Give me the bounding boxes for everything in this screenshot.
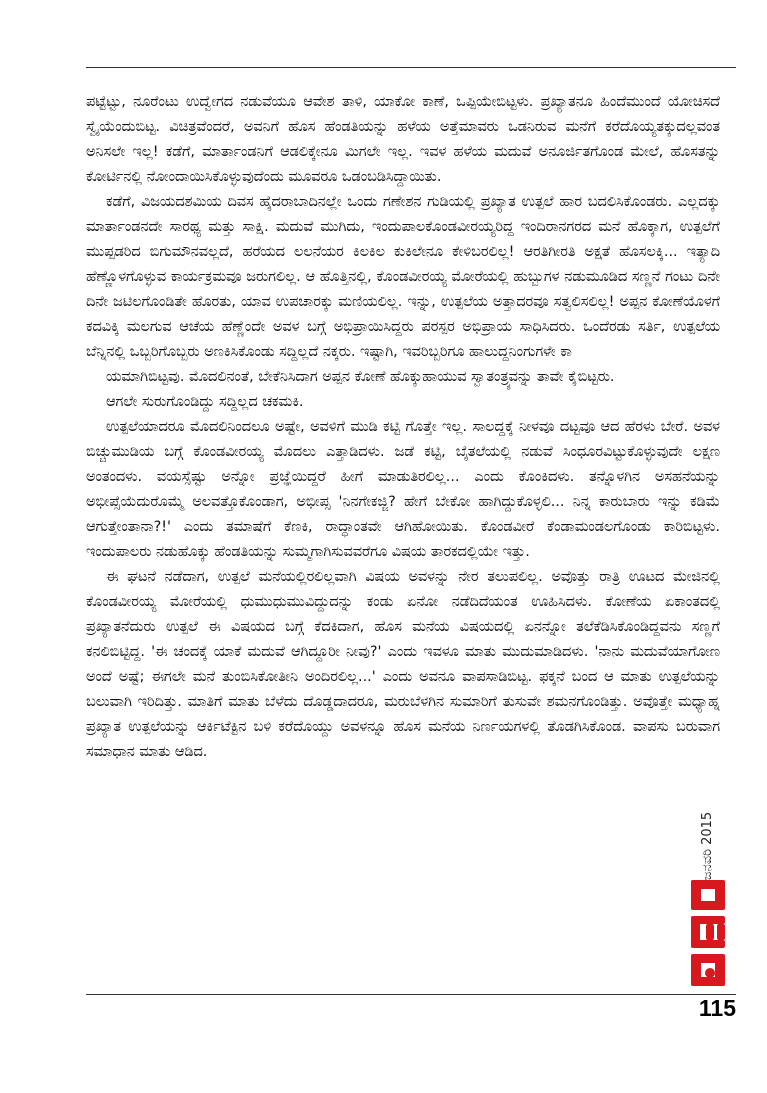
paragraph: ಆಗಲೇ ಸುರುಗೊಂಡಿದ್ದು ಸದ್ದಿಲ್ಲದ ಚಕಮಕಿ. (106, 394, 304, 410)
magazine-sideband (688, 808, 728, 988)
top-rule (86, 67, 736, 68)
paragraph: ಈ ಘಟನೆ ನಡೆದಾಗ, ಉತ್ಪಲೆ ಮನೆಯಲ್ಲಿರಲಿಲ್ಲವಾಗಿ ವಿಷಯ ಅವಳನ್ನು ನೇರ ತಲುಪಲಿಲ್ಲ. ಅವೊತ್ತು ರಾತ್ರಿ ಊಟದ ಮೇಜಿನಲ್ಲಿ ಕೊಂಡವೀರಯ್ಯ ಮೋರೆಯಲ್ಲಿ ಧುಮುಧುಮುವಿದ್ದುದನ್ನು ಕಂಡು ಏನೋ ನಡೆದಿದೆಯಂತ ಊಹಿಸಿದಳು. ಕೋಣೆಯ ಏಕಾಂತದಲ್ಲಿ ಪ್ರಖ್ಯಾತನೆದುರು ಉತ್ಪಲೆ ಈ ವಿಷಯದ ಬಗ್ಗೆ ಕೆದಕಿದಾಗ, ಹೊಸ ಮನೆಯ ವಿಷಯದಲ್ಲಿ ಏನನ್ನೋ ತಲೆಕೆಡಿಸಿಕೊಂಡಿದ್ದವನು ಸಣ್ಣಗೆ ಕನಲಿಬಿಟ್ಟಿದ್ದ. 'ಈ ಚಂದಕ್ಕೆ ಯಾಕೆ ಮದುವೆ ಆಗಿದ್ದೂರೀ ನೀವು?' ಎಂದು ಇವಳೂ ಮಾತು ಮುದುಮಾಡಿದಳು. 'ನಾನು ಮದುವೆಯಾಗೋಣ ಅಂದೆ ಅಷ್ಟೆ; ಈಗಲೇ ಮನೆ ತುಂಬಿಸಿಕೋತೀನಿ ಅಂದಿರಲಿಲ್ಲ...' ಎಂದು ಅವನೂ ವಾಪಸಾಡಿಬಿಟ್ಟ. ಫಕ್ಕನೆ ಬಂದ ಆ ಮಾತು ಉತ್ಪಲೆಯನ್ನು ಬಲುವಾಗಿ ಇರಿದಿತ್ತು. ಮಾತಿಗೆ ಮಾತು ಬೆಳೆದು ದೊಡ್ಡದಾದರೂ, ಮರುಬೆಳಗಿನ ಸುಮಾರಿಗೆ ತುಸುವೇ ಶಮನಗೊಂಡಿತ್ತು. ಅವೊತ್ತೇ ಮಧ್ಯಾಹ್ನ ಪ್ರಖ್ಯಾತ ಉತ್ಪಲೆಯನ್ನು ಆರ್ಕಿಟೆಕ್ಟಿನ ಬಳಿ ಕರೆದೊಯ್ದು ಅವಳನ್ನೂ ಹೊಸ ಮನೆಯ ನಿರ್ಣಯಗಳಲ್ಲಿ ತೊಡಗಿಸಿಕೊಂಡ. ವಾಪಸು ಬರುವಾಗ ಸಮಾಧಾನ ಮಾತು ಆಡಿದ. (86, 569, 720, 760)
paragraph: ಯಮಾಗಿಬಿಟ್ಟವು. ಮೊದಲಿನಂತೆ, ಬೇಕೆನಿಸಿದಾಗ ಅಪ್ಪನ ಕೋಣೆ ಹೊಕ್ಕುಹಾಯುವ ಸ್ವಾತಂತ್ರ್ಯವನ್ನು ತಾವೇ ಕೈಬಿಟ್ಟರು. (106, 369, 615, 385)
paragraph: ಉತ್ಪಲೆಯಾದರೂ ಮೊದಲಿನಿಂದಲೂ ಅಷ್ಟೇ, ಅವಳಿಗೆ ಮುಡಿ ಕಟ್ಟಿ ಗೊತ್ತೇ ಇಲ್ಲ. ಸಾಲದ್ದಕ್ಕೆ ನೀಳವೂ ದಟ್ಟವೂ ಆದ ಹೆರಳು ಬೇರೆ. ಅವಳ ಬಿಚ್ಚುಮುಡಿಯ ಬಗ್ಗೆ ಕೊಂಡವೀರಯ್ಯ ಮೊದಲು ಎತ್ತಾಡಿದಳು. ಜಡೆ ಕಟ್ಟಿ, ಬೈತಲೆಯಲ್ಲಿ ನಡುವೆ ಸಿಂಧೂರವಿಟ್ಟುಕೊಳ್ಳುವುದೇ ಲಕ್ಷಣ ಅಂತಂದಳು. ವಯಸ್ಸೆಷ್ಟು ಅನ್ನೋ ಪ್ರಜ್ಞೆಯಿದ್ದರೆ ಹೀಗೆ ಮಾಡುತಿರಲಿಲ್ಲ... ಎಂದು ಕೊಂಕಿದಳು. ತನ್ನೊಳಗಿನ ಅಸಹನೆಯನ್ನು ಅಭೀಪ್ಸೆಯೆದುರೊಮ್ಮೆ ಅಲವತ್ತೊಕೊಂಡಾಗ, ಅಭೀಪ್ಸ 'ನಿನಗೇಕಜ್ಜಿ? ಹೇಗೆ ಬೇಕೋ ಹಾಗಿದ್ದುಕೊಳ್ಳಲಿ... ನಿನ್ನ ಕಾರುಬಾರು ಇನ್ನು ಕಡಿಮೆ ಆಗುತ್ತೇಂತಾನಾ?!' ಎಂದು ತಮಾಷೆಗೆ ಕೆಣಕಿ, ರಾದ್ಧಾಂತವೇ ಆಗಿಹೋಯಿತು. ಕೊಂಡವೀರೆ ಕೆಂಡಾಮಂಡಲಗೊಂಡು ಕಾರಿಬಿಟ್ಟಳು. ಇಂದುಪಾಲರು ನಡುಹೊಕ್ಕು ಹೆಂಡತಿಯನ್ನು ಸುಮ್ಮಗಾಗಿಸುವವರೆಗೂ ವಿಷಯ ತಾರಕದಲ್ಲಿಯೇ ಇತ್ತು. (86, 419, 720, 560)
article-body (86, 90, 720, 765)
bottom-rule (86, 994, 736, 995)
masthead-logo (688, 878, 728, 988)
paragraph: ಕಡೆಗೆ, ವಿಜಯದಶಮಿಯ ದಿವಸ ಹೈದರಾಬಾದಿನಲ್ಲೇ ಒಂದು ಗಣೇಶನ ಗುಡಿಯಲ್ಲಿ ಪ್ರಖ್ಯಾತ ಉತ್ಪಲೆ ಹಾರ ಬದಲಿಸಿಕೊಂಡರು. ಎಲ್ಲದಕ್ಕು ಮಾರ್ತಾಂಡನದೇ ಸಾರಥ್ಯ ಮತ್ತು ಸಾಕ್ಷಿ. ಮದುವೆ ಮುಗಿದು, ಇಂದುಪಾಲಕೊಂಡವೀರಯ್ಯರಿದ್ದ ಇಂದಿರಾನಗರದ ಮನೆ ಹೊಕ್ಕಾಗ, ಉತ್ಪಲೆಗೆ ಮುಪ್ಪಡರಿದ ಬಿಗುಮೌನವಲ್ಲದೆ, ಹರೆಯದ ಲಲನೆಯರ ಕಿಲಕಿಲ ಕುಕಿಲೇನೂ ಕೇಳಿಬರಲಿಲ್ಲ! ಆರತಿಗೀರತಿ ಅಕ್ಷತೆ ಹೊಸಲಕ್ಕಿ... ಇತ್ಯಾದಿ ಹೆಣ್ಣೊಳಗೊಳ್ಳುವ ಕಾರ್ಯಕ್ರಮವೂ ಜರುಗಲಿಲ್ಲ. ಆ ಹೊತ್ತಿನಲ್ಲಿ, ಕೊಂಡವೀರಯ್ಯ ಮೋರೆಯಲ್ಲಿ ಹುಬ್ಬುಗಳ ನಡುಮೂಡಿದ ಸಣ್ಣನೆ ಗಂಟು ದಿನೇ ದಿನೇ ಜಟಿಲಗೊಂಡಿತೇ ಹೊರತು, ಯಾವ ಉಪಚಾರಕ್ಕು ಮಣಿಯಲಿಲ್ಲ. ಇನ್ನು, ಉತ್ಪಲೆಯ ಅತ್ತಾದರವೂ ಸತ್ವಲಿಸಲಿಲ್ಲ! ಅಪ್ಪನ ಕೋಣೆಯೊಳಗೆ ಕದವಿಕ್ಕಿ ಮಲಗುವ ಆಚೆಯ ಹೆಣ್ಣೆಂದೇ ಅವಳ ಬಗ್ಗೆ ಅಭಿಪ್ರಾಯಿಸಿದ್ದರು ಪರಸ್ಪರ ಅಭಿಪ್ರಾಯ ಸಾಧಿಸಿದರು. ಒಂದೆರಡು ಸರ್ತಿ, ಉತ್ಪಲೆಯ ಬೆನ್ನಿನಲ್ಲಿ ಒಬ್ಬರಿಗೊಬ್ಬರು ಅಣಕಿಸಿಕೊಂಡು ಸದ್ದಿಲ್ಲದೆ ನಕ್ಕರು. ಇಷ್ಟಾಗಿ, ಇವರಿಬ್ಬರಿಗೂ ಹಾಲುದ್ದನಿಂಗುಗಳೇ ಕಾ (86, 194, 720, 360)
issue-date: ಜನವರಿ 2015 (700, 811, 715, 881)
paragraph: ಪಟ್ಟೆಟ್ಟು, ನೂರೆಂಟು ಉದ್ವೇಗದ ನಡುವೆಯೂ ಆವೇಶ ತಾಳಿ, ಯಾಕೋ ಕಾಣೆ, ಒಪ್ಪಿಯೇಬಿಟ್ಟಳು. ಪ್ರಖ್ಯಾತನೂ ಹಿಂದೆಮುಂದೆ ಯೋಚಿಸದೆ ಸ್ವೈಯೆಂದುಬಿಟ್ಟ. ವಿಚಿತ್ರವೆಂದರೆ, ಅವನಿಗೆ ಹೊಸ ಹೆಂಡತಿಯನ್ನು ಹಳೆಯ ಅತ್ತೆಮಾವರು ಒಡನಿರುವ ಮನೆಗೆ ಕರೆದೊಯ್ಯತಕ್ಕುದಲ್ಲವಂತ ಅನಿಸಲೇ ಇಲ್ಲ! ಕಡೆಗೆ, ಮಾರ್ತಾಂಡನಿಗೆ ಆಡಲಿಕ್ಕೇನೂ ಮಿಗಲೇ ಇಲ್ಲ. ಇವಳ ಹಳೆಯ ಮದುವೆ ಅನೂರ್ಜಿತಗೊಂಡ ಮೇಲೆ, ಹೊಸತನ್ನು ಕೋರ್ಟಿನಲ್ಲಿ ನೋಂದಾಯಿಸಿಕೊಳ್ಳುವುದೆಂದು ಮೂವರೂ ಒಡಂಬಡಿಸಿದ್ದಾಯಿತು. (86, 94, 720, 185)
page-number: 115 (698, 995, 736, 1021)
